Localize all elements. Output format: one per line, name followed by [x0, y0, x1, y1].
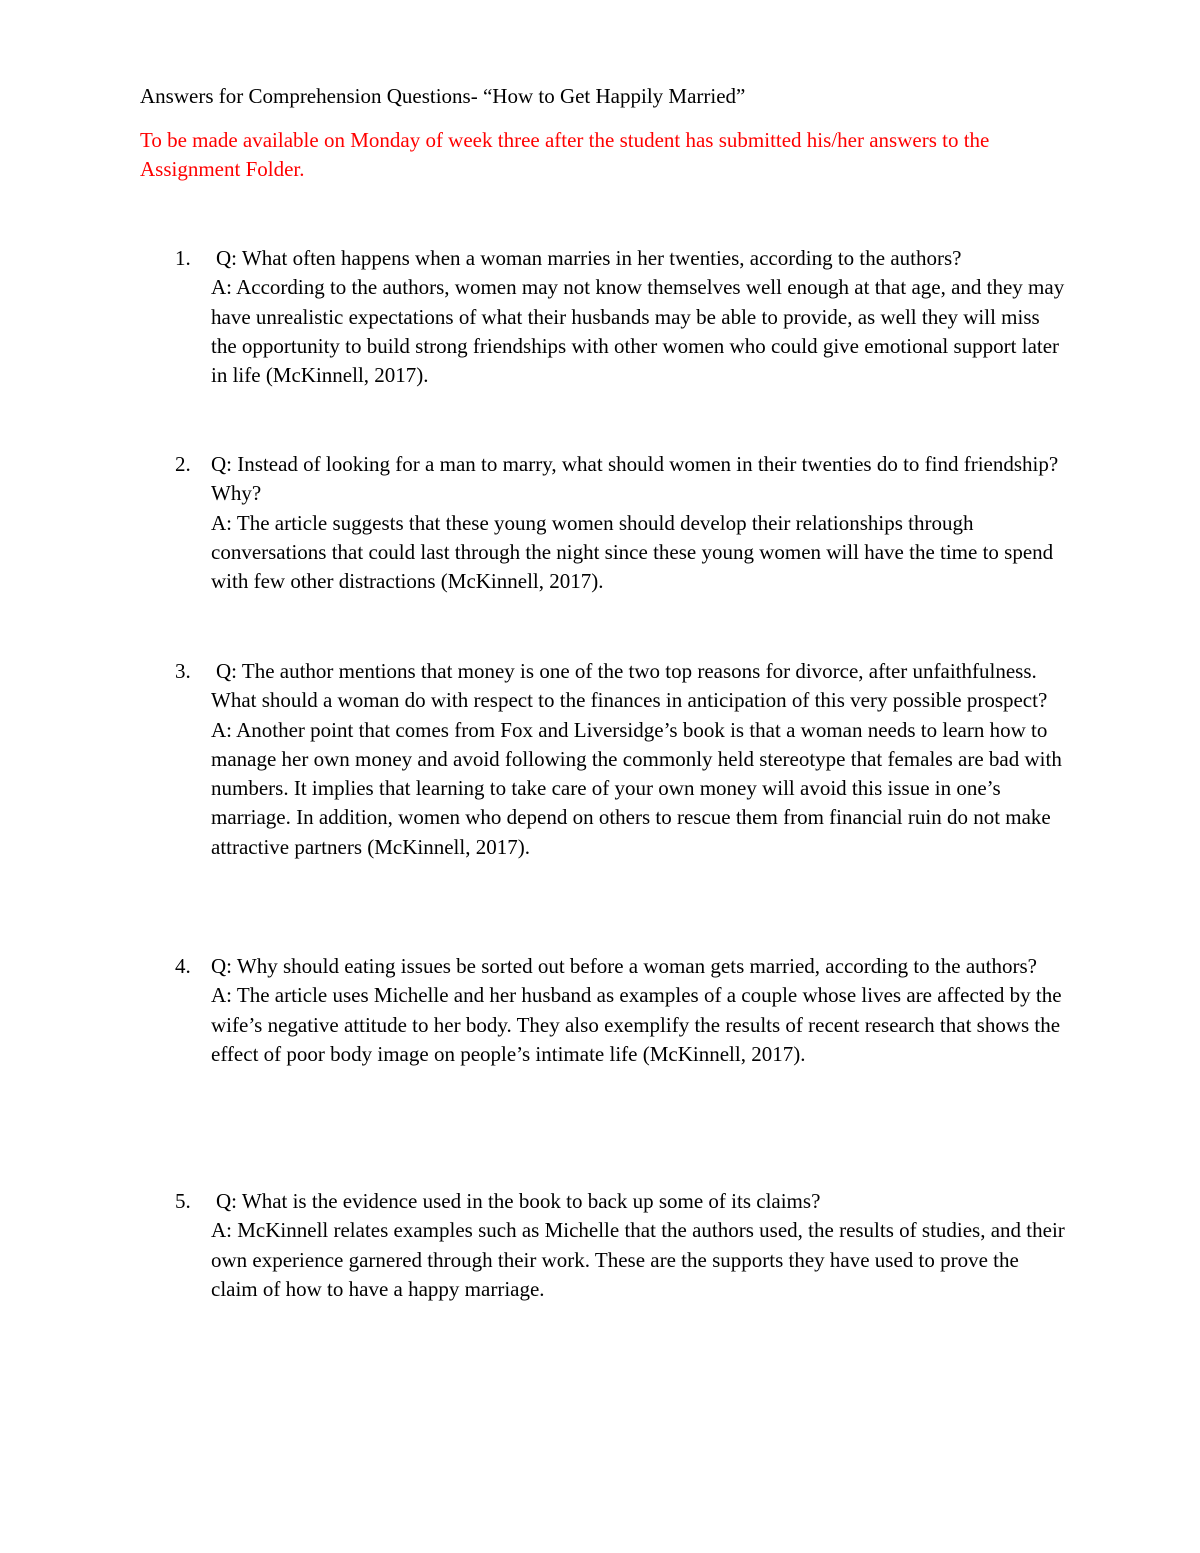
qa-body — [211, 450, 1066, 596]
qa-number: 3. — [175, 659, 191, 683]
question-text: Q: Instead of looking for a man to marry, what should women in their twenties do to find friendship? Why? — [211, 452, 1059, 506]
question-text: Q: Why should eating issues be sorted out before a woman gets married, according to the authors? — [211, 954, 1037, 978]
qa-number: 5. — [175, 1189, 191, 1213]
qa-number: 2. — [175, 452, 191, 476]
qa-number: 1. — [175, 246, 191, 270]
answer-text: A: According to the authors, women may not know themselves well enough at that age, and they may have unrealistic expectations of what their husbands may be able to provide, as well they will miss the opportunity to build strong friendships with other women who could give emotional support later in life (McKinnell, 2017). — [211, 275, 1065, 388]
qa-body — [211, 952, 1066, 1069]
qa-body — [211, 657, 1066, 862]
question-text: Q: The author mentions that money is one of the two top reasons for divorce, after unfaithfulness. What should a woman do with respect to the finances in anticipation of this very possible prospect? — [211, 659, 1048, 713]
qa-number: 4. — [175, 954, 191, 978]
answer-text: A: The article uses Michelle and her husband as examples of a couple whose lives are affected by the wife’s negative attitude to her body. They also exemplify the results of recent research that shows the effect of poor body image on people’s intimate life (McKinnell, 2017). — [211, 983, 1062, 1066]
answer-text: A: The article suggests that these young women should develop their relationships through conversations that could last through the night since these young women will have the time to spend with few other distractions (McKinnell, 2017). — [211, 510, 1054, 594]
question-text: Q: What is the evidence used in the book to back up some of its claims? — [216, 1189, 821, 1213]
answer-text: A: McKinnell relates examples such as Michelle that the authors used, the results of studies, and their own experience garnered through their work. These are the supports they have used to prove the claim of how to have a happy marriage. — [211, 1218, 1065, 1301]
question-text: Q: What often happens when a woman marries in her twenties, according to the authors? — [216, 246, 962, 270]
document-title: Answers for Comprehension Questions- “How to Get Happily Married” — [140, 84, 746, 108]
qa-body — [211, 244, 1066, 390]
answer-text: A: Another point that comes from Fox and Liversidge’s book is that a woman needs to learn how to manage her own money and avoid following the commonly held stereotype that females are bad with numbers. It implies that learning to take care of your own money will avoid this issue in one’s marriage. In addition, women who depend on others to rescue them from financial ruin do not make attractive partners (McKinnell, 2017). — [211, 717, 1062, 859]
availability-notice: To be made available on Monday of week three after the student has submitted his/her answers to the Assignment Folder. — [140, 128, 990, 181]
qa-body — [211, 1187, 1066, 1304]
